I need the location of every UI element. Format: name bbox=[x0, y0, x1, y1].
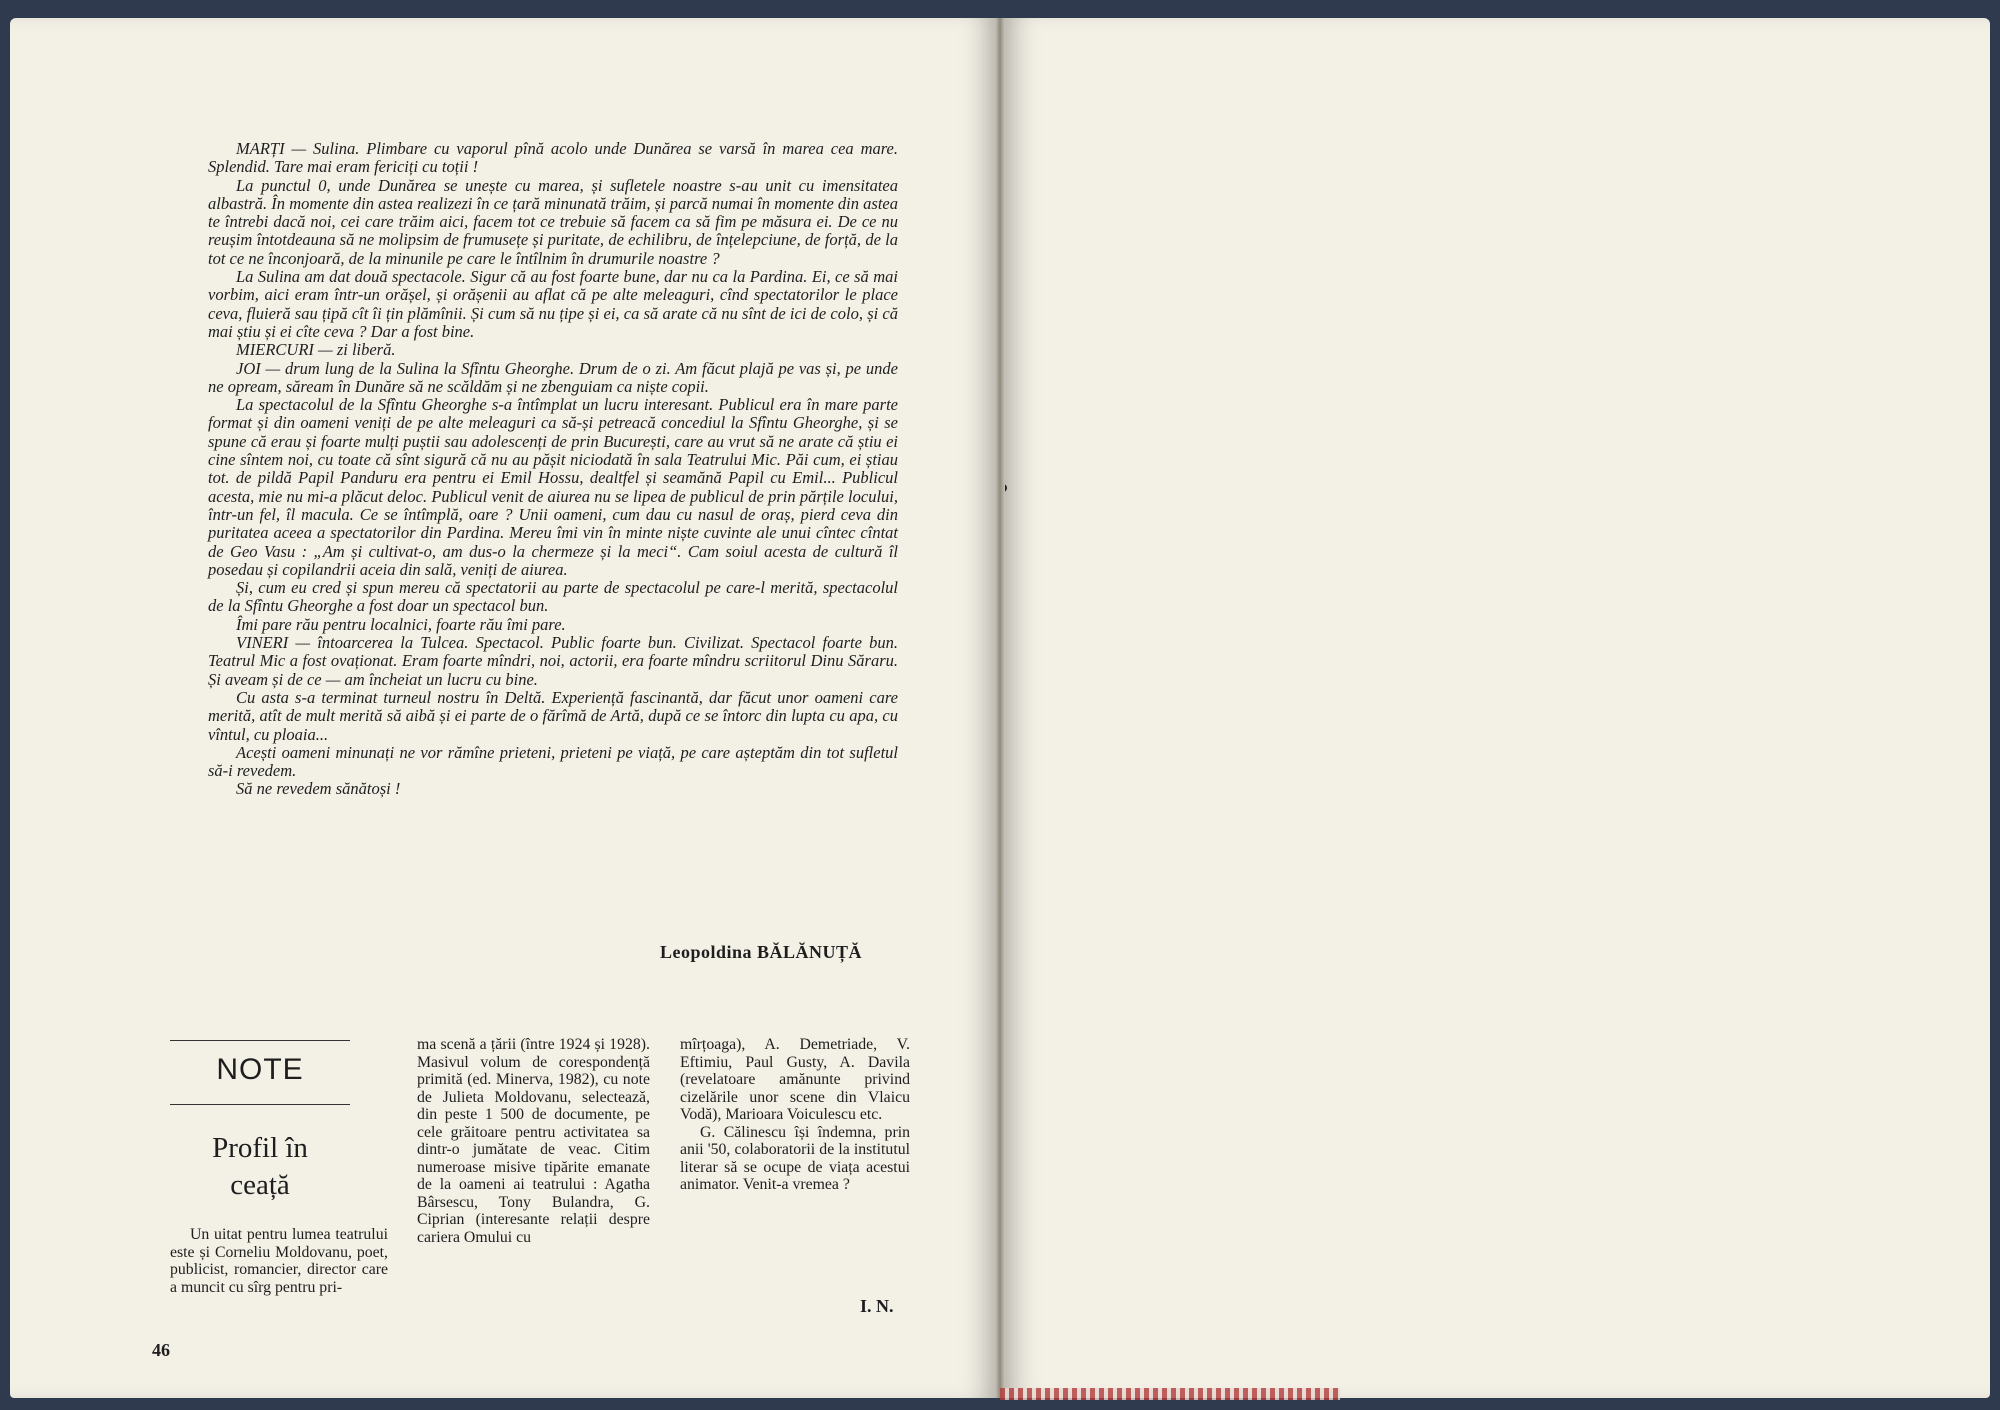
diary-paragraph: VINERI — întoarcerea la Tulcea. Spectacol. Public foarte bun. Civilizat. Spectacol foarte bun. Teatrul Mic a fost ovaționat. Eram foarte mîndri, noi, actorii, era foarte mîndru scriitorul Dinu Săraru. Și aveam și de ce — am încheiat un lucru cu bine. bbox=[208, 633, 898, 689]
note-title: Profil în ceață bbox=[212, 1132, 308, 1201]
note-paragraph: Un uitat pentru lumea teatrului este și Corneliu Moldovanu, poet, publicist, romancier, director care a muncit cu sîrg pentru pri- bbox=[170, 1226, 388, 1296]
page-number: 46 bbox=[152, 1340, 170, 1360]
binding-strip bbox=[1000, 1388, 1340, 1400]
author-signature: Leopoldina BĂLĂNUȚĂ bbox=[660, 942, 863, 962]
note-divider-top bbox=[170, 1040, 350, 1041]
diary-paragraph: La Sulina am dat două spectacole. Sigur că au fost foarte bune, dar nu ca la Pardina. Ei, ce să mai vorbim, aici eram într-un orășel, și orășenii au aflat că pe alte meleaguri, cînd spectatorilor le place ceva, fluieră sau țipă cît îi țin plămînii. Și cum să nu țipe și ei, ca să arate că nu sînt de ici de colo, și că mai știu și ei cîte ceva ? Dar a fost bine. bbox=[208, 267, 898, 341]
book-gutter bbox=[995, 18, 1005, 1398]
note-column-1 bbox=[170, 1226, 388, 1296]
note-paragraph: ma scenă a țării (între 1924 și 1928). Masivul volum de corespondență primită (ed. Minerva, 1982), cu note de Julieta Moldovanu, selectează, din peste 1 500 de documente, pe cele grăitoare pentru activitatea sa dintr-o jumătate de veac. Citim numeroase misive tipărite emanate de la oameni ai teatrului : Agatha Bârsescu, Tony Bulandra, G. Ciprian (interesante relații despre cariera Omului cu bbox=[417, 1036, 650, 1246]
note-column-2 bbox=[417, 1036, 650, 1246]
margin-dot bbox=[1005, 484, 1007, 492]
left-page bbox=[10, 18, 995, 1398]
diary-paragraph: MIERCURI — zi liberă. bbox=[236, 340, 396, 360]
diary-paragraph: Acești oameni minunați ne vor rămîne prieteni, prieteni pe viață, pe care așteptăm din tot sufletul să-i revedem. bbox=[208, 742, 898, 781]
diary-paragraph: Cu asta s-a terminat turneul nostru în Deltă. Experiență fascinantă, dar făcut unor oameni care merită, atît de mult merită să aibă și ei parte de o fărîmă de Artă, după ce se întorc din lupta cu apa, cu vîntul, cu ploaia... bbox=[208, 687, 898, 744]
right-page bbox=[1005, 18, 1990, 1398]
note-divider-bottom bbox=[170, 1104, 350, 1105]
note-paragraph: mîrțoaga), A. Demetriade, V. Eftimiu, Paul Gusty, A. Davila (revelatoare amănunte privind cizelările unor scene din Vlaicu Vodă), Marioara Voiculescu etc. bbox=[680, 1036, 910, 1123]
note-heading: NOTE bbox=[216, 1053, 304, 1086]
diary-paragraph: Îmi pare rău pentru localnici, foarte rău îmi pare. bbox=[236, 614, 566, 634]
note-column-3 bbox=[680, 1036, 910, 1194]
diary-paragraph: La punctul 0, unde Dunărea se unește cu marea, și sufletele noastre s-au unit cu imensitatea albastră. În momente din astea realizezi în ce țară minunată trăim, și parcă numai în momente din astea te întrebi dacă noi, cei care trăim aici, facem tot ce trebuie să facem ca să fim pe măsura ei. De ce nu reușim întotdeauna să ne molipsim de frumusețe și puritate, de echilibru, de înțelepciune, de forță, de la tot ce ne înconjoară, de la minunile pe care le întîlnim în drumurile noastre ? bbox=[208, 175, 898, 268]
note-paragraph: G. Călinescu își îndemna, prin anii '50, colaboratorii de la institutul literar să se ocupe de viața acestui animator. Venit-a vremea ? bbox=[680, 1123, 910, 1193]
diary-paragraph: JOI — drum lung de la Sulina la Sfîntu Gheorghe. Drum de o zi. Am făcut plajă pe vas și, pe unde ne opream, săream în Dunăre să ne scăldăm și ne zbenguiam ca niște copii. bbox=[208, 358, 898, 396]
note-initials: I. N. bbox=[860, 1296, 894, 1316]
diary-text bbox=[208, 140, 898, 799]
diary-paragraph: Să ne revedem sănătoși ! bbox=[236, 779, 401, 799]
diary-paragraph: MARȚI — Sulina. Plimbare cu vaporul pînă acolo unde Dunărea se varsă în marea cea mare. Splendid. Tare mai eram fericiți cu toții ! bbox=[208, 139, 898, 177]
diary-paragraph: La spectacolul de la Sfîntu Gheorghe s-a întîmplat un lucru interesant. Publicul era în mare parte format și din oameni veniți de pe alte meleaguri ca să-și petreacă concediul la Sfîntu Gheorghe, și se spune că erau și foarte mulți puștii sau adolescenți de prin București, care au vrut să ne arate că știu ei cine sîntem noi, cu toate că sînt sigură că nu au pășit niciodată în sala Teatrului Mic. Păi cum, ei știau tot. de pildă Papil Panduru era pentru ei Emil Hossu, dealtfel și seamănă Papil cu Emil... Publicul acesta, mie nu mi-a plăcut deloc. Publicul venit de aiurea nu se lipea de publicul de prin părțile locului, într-un fel, îl macula. Ce se întîmplă, oare ? Unii oameni, cum dau cu nasul de oraș, pierd ceva din puritatea aceea a spectatorilor din Pardina. Mereu îmi vin în minte niște cuvinte ale unui cîntec cîntat de Geo Vasu : „Am și cultivat-o, am dus-o la chermeze și la meci“. Cam soiul acesta de cultură îl posedau și copilandrii aceia din sală, veniți de aiurea. bbox=[208, 395, 898, 579]
diary-paragraph: Și, cum eu cred și spun mereu că spectatorii au parte de spectacolul pe care-l merită, spectacolul de la Sfîntu Gheorghe a fost doar un spectacol bun. bbox=[208, 578, 898, 616]
